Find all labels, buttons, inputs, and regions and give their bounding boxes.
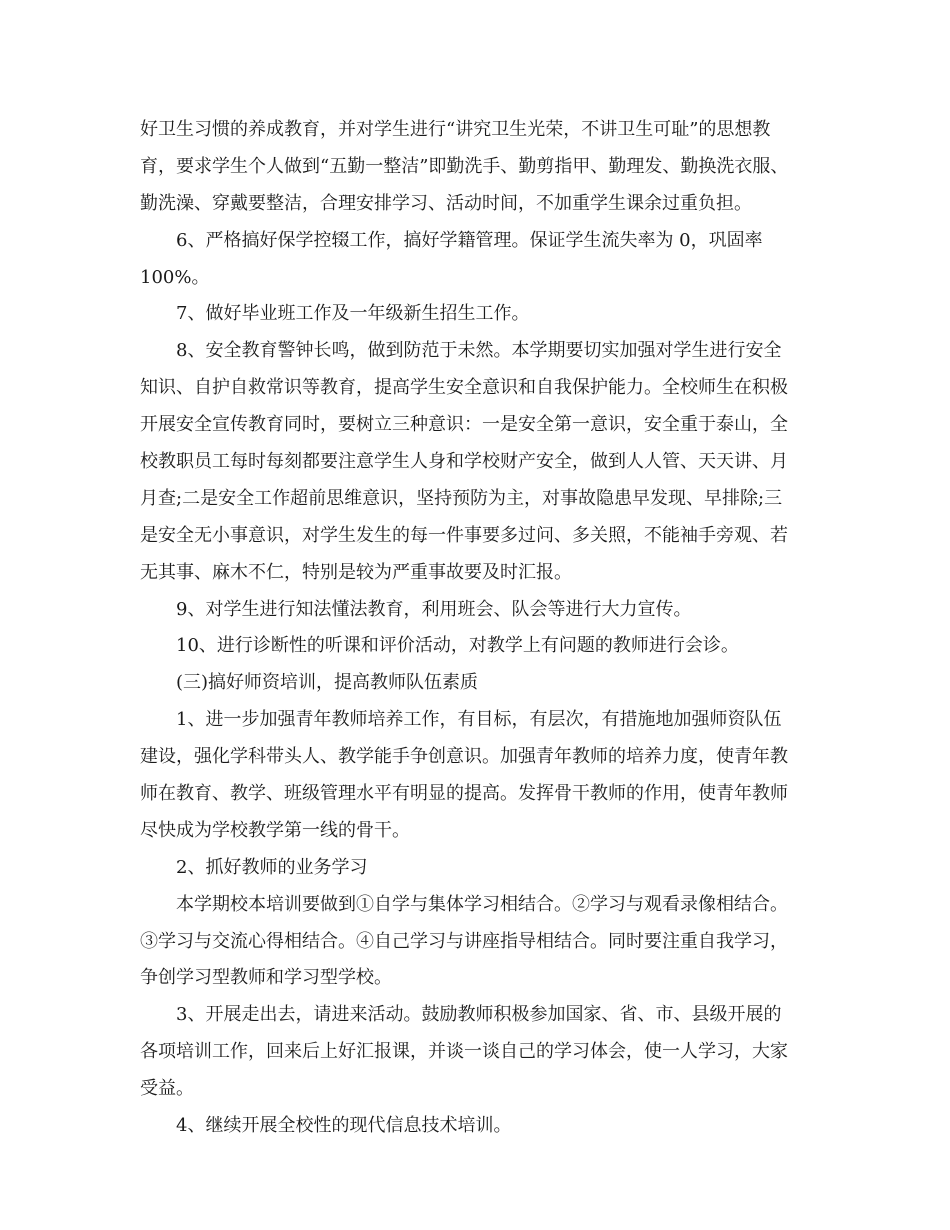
text-line: 2、抓好教师的业务学习 <box>176 856 368 878</box>
text-line: 是安全无小事意识，对学生发生的每一件事要多过问、多关照，不能袖手旁观、若 <box>140 524 788 546</box>
text-line: 3、开展走出去，请进来活动。鼓励教师积极参加国家、省、市、县级开展的 <box>176 1004 782 1026</box>
text-line: 7、做好毕业班工作及一年级新生招生工作。 <box>176 303 530 325</box>
text-line: 师在教育、教学、班级管理水平有明显的提高。发挥骨干教师的作用，使青年教师 <box>140 783 788 805</box>
text-line: 10、进行诊断性的听课和评价活动，对教学上有问题的教师进行会诊。 <box>176 635 739 657</box>
text-line: 开展安全宣传教育同时，要树立三种意识：一是安全第一意识，安全重于泰山，全 <box>140 414 788 436</box>
text-line: 知识、自护自救常识等教育，提高学生安全意识和自我保护能力。全校师生在积极 <box>140 377 788 399</box>
text-line: ③学习与交流心得相结合。④自己学习与讲座指导相结合。同时要注重自我学习， <box>140 930 788 952</box>
document-body <box>140 112 830 1145</box>
text-line: 本学期校本培训要做到①自学与集体学习相结合。②学习与观看录像相结合。 <box>176 893 788 915</box>
text-line: 各项培训工作，回来后上好汇报课，并谈一谈自己的学习体会，使一人学习，大家 <box>140 1041 788 1063</box>
text-line: 建设，强化学科带头人、教学能手争创意识。加强青年教师的培养力度，使青年教 <box>140 746 788 768</box>
text-line: 4、继续开展全校性的现代信息技术培训。 <box>176 1115 512 1137</box>
text-line: 校教职员工每时每刻都要注意学生人身和学校财产安全，做到人人管、天天讲、月 <box>140 451 788 473</box>
text-line: 9、对学生进行知法懂法教育，利用班会、队会等进行大力宣传。 <box>176 598 692 620</box>
text-line: 好卫生习惯的养成教育，并对学生进行“讲究卫生光荣，不讲卫生可耻”的思想教 <box>140 119 771 140</box>
text-line: 8、安全教育警钟长鸣，做到防范于未然。本学期要切实加强对学生进行安全 <box>176 340 782 362</box>
text-line: 争创学习型教师和学习型学校。 <box>140 967 392 989</box>
text-line: 受益。 <box>140 1078 194 1100</box>
text-line: 100%。 <box>140 266 210 288</box>
text-line: 育，要求学生个人做到“五勤一整洁”即勤洗手、勤剪指甲、勤理发、勤换洗衣服、 <box>140 155 789 177</box>
text-line: 尽快成为学校教学第一线的骨干。 <box>140 819 410 841</box>
text-line: 勤洗澡、穿戴要整洁，合理安排学习、活动时间，不加重学生课余过重负担。 <box>140 192 752 214</box>
text-line: 无其事、麻木不仁，特别是较为严重事故要及时汇报。 <box>140 561 572 583</box>
text-line: (三)搞好师资培训，提高教师队伍素质 <box>176 672 479 694</box>
text-line: 1、进一步加强青年教师培养工作，有目标，有层次，有措施地加强师资队伍 <box>176 709 782 731</box>
text-line: 6、严格搞好保学控辍工作，搞好学籍管理。保证学生流失率为 0，巩固率 <box>176 229 763 251</box>
text-line: 月查;二是安全工作超前思维意识，坚持预防为主，对事故隐患早发现、早排除;三 <box>140 487 783 509</box>
